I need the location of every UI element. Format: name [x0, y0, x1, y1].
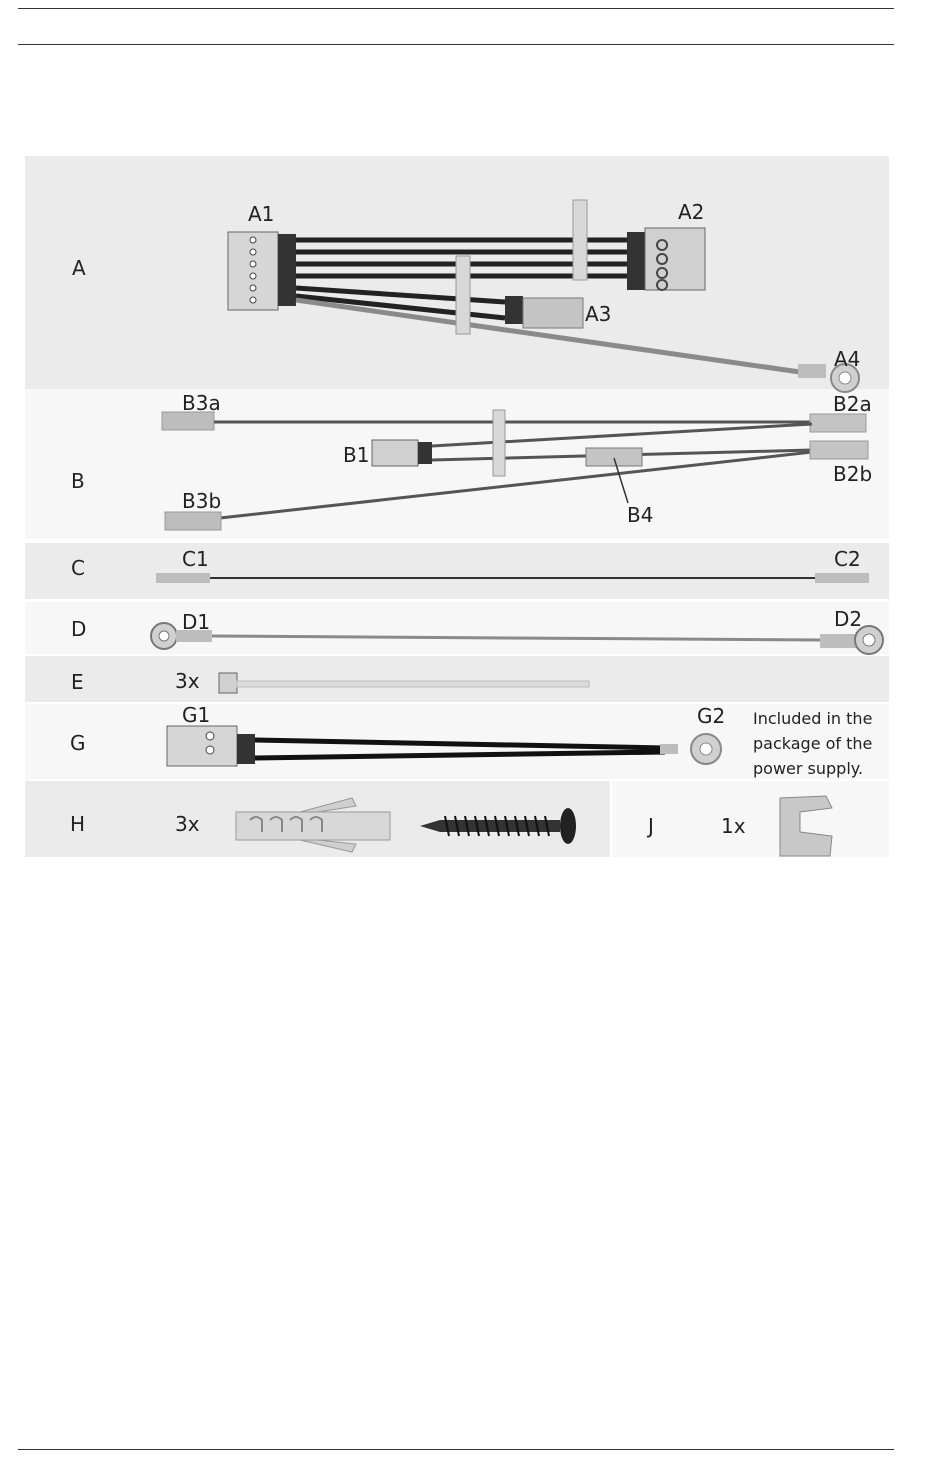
part-label-b1: B1	[343, 443, 370, 467]
cable-c-drawing	[156, 573, 869, 583]
quantity-label-e: 3x	[175, 669, 200, 693]
part-label-a2: A2	[678, 200, 705, 224]
part-label-c2: C2	[834, 547, 861, 571]
row-label-g: G	[70, 731, 86, 755]
cable-g-drawing	[167, 726, 721, 766]
row-label-e: E	[71, 670, 84, 694]
wall-plug-drawing	[236, 798, 390, 852]
row-label-b: B	[71, 469, 85, 493]
part-label-a3: A3	[585, 302, 612, 326]
part-label-g2: G2	[697, 704, 726, 728]
part-label-b3b: B3b	[182, 489, 222, 513]
quantity-label-j: 1x	[721, 814, 746, 838]
part-label-b2a: B2a	[833, 392, 872, 416]
row-label-j: J	[648, 814, 654, 838]
part-label-b3a: B3a	[182, 391, 221, 415]
row-label-h: H	[70, 812, 86, 836]
part-label-d1: D1	[182, 610, 211, 634]
part-label-a1: A1	[248, 202, 275, 226]
row-label-c: C	[71, 556, 85, 580]
part-label-d2: D2	[834, 607, 863, 631]
part-label-b2b: B2b	[833, 462, 873, 486]
part-label-a4: A4	[834, 347, 861, 371]
part-label-c1: C1	[182, 547, 209, 571]
cable-harness-b-drawing	[162, 410, 868, 530]
part-label-g1: G1	[182, 703, 211, 727]
row-label-d: D	[71, 617, 87, 641]
clip-drawing	[780, 796, 832, 856]
quantity-label-h: 3x	[175, 812, 200, 836]
cable-d-drawing	[151, 623, 883, 654]
screw-drawing	[420, 808, 576, 844]
power-supply-note: Included in the package of the power supply.	[753, 709, 873, 778]
cable-harness-a-drawing	[228, 200, 859, 392]
part-label-b4: B4	[627, 503, 654, 527]
row-label-a: A	[72, 256, 86, 280]
cable-tie-drawing	[219, 673, 589, 693]
